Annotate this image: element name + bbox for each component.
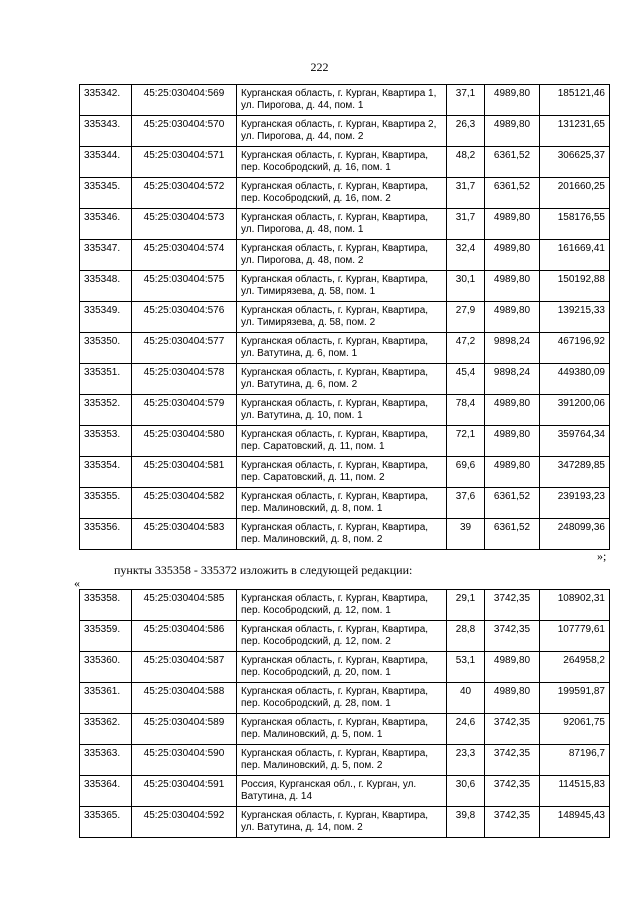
cell-cadastral-number: 45:25:030404:577 [132,333,237,364]
table-row [80,714,610,745]
cell-cadastral-number: 45:25:030404:581 [132,457,237,488]
cell-price-per-unit: 4989,80 [485,457,540,488]
cell-cadastral-value: 185121,46 [540,85,610,116]
cell-cadastral-value: 199591,87 [540,683,610,714]
cell-price-per-unit: 4989,80 [485,683,540,714]
cell-number: 335365. [80,807,132,838]
cell-cadastral-value: 107779,61 [540,621,610,652]
cell-number: 335342. [80,85,132,116]
cell-address: Курганская область, г. Курган, Квартира, пер. Малиновский, д. 5, пом. 2 [237,745,447,776]
cell-area: 37,6 [447,488,485,519]
cell-cadastral-number: 45:25:030404:580 [132,426,237,457]
table-row [80,147,610,178]
cell-area: 39 [447,519,485,550]
cell-cadastral-value: 239193,23 [540,488,610,519]
cell-price-per-unit: 4989,80 [485,652,540,683]
cell-number: 335359. [80,621,132,652]
cell-price-per-unit: 6361,52 [485,519,540,550]
table-row [80,85,610,116]
cell-cadastral-number: 45:25:030404:591 [132,776,237,807]
cell-address: Курганская область, г. Курган, Квартира, пер. Кособродский, д. 16, пом. 2 [237,178,447,209]
cell-area: 29,1 [447,590,485,621]
cell-number: 335360. [80,652,132,683]
cell-address: Курганская область, г. Курган, Квартира, пер. Кособродский, д. 20, пом. 1 [237,652,447,683]
table-row [80,621,610,652]
cell-number: 335358. [80,590,132,621]
cell-address: Курганская область, г. Курган, Квартира, ул. Тимирязева, д. 58, пом. 1 [237,271,447,302]
cell-address: Курганская область, г. Курган, Квартира, пер. Кособродский, д. 12, пом. 2 [237,621,447,652]
cell-cadastral-number: 45:25:030404:585 [132,590,237,621]
table-row [80,488,610,519]
table-row [80,178,610,209]
cell-cadastral-number: 45:25:030404:583 [132,519,237,550]
cell-cadastral-number: 45:25:030404:571 [132,147,237,178]
cell-number: 335361. [80,683,132,714]
cell-price-per-unit: 4989,80 [485,209,540,240]
cell-number: 335351. [80,364,132,395]
cell-cadastral-value: 359764,34 [540,426,610,457]
table-row [80,209,610,240]
table-row [80,807,610,838]
cell-number: 335349. [80,302,132,333]
property-table-1-body [80,85,610,550]
cell-area: 31,7 [447,209,485,240]
cell-cadastral-value: 248099,36 [540,519,610,550]
cell-price-per-unit: 3742,35 [485,621,540,652]
cell-area: 53,1 [447,652,485,683]
table-row [80,683,610,714]
cell-area: 48,2 [447,147,485,178]
cell-cadastral-value: 87196,7 [540,745,610,776]
cell-number: 335343. [80,116,132,147]
table-row [80,426,610,457]
cell-area: 39,8 [447,807,485,838]
cell-area: 72,1 [447,426,485,457]
cell-price-per-unit: 3742,35 [485,745,540,776]
cell-cadastral-value: 449380,09 [540,364,610,395]
cell-address: Курганская область, г. Курган, Квартира, ул. Пирогова, д. 48, пом. 1 [237,209,447,240]
cell-cadastral-number: 45:25:030404:573 [132,209,237,240]
cell-cadastral-value: 161669,41 [540,240,610,271]
cell-price-per-unit: 6361,52 [485,147,540,178]
cell-price-per-unit: 6361,52 [485,488,540,519]
cell-number: 335355. [80,488,132,519]
table-row [80,364,610,395]
cell-cadastral-number: 45:25:030404:590 [132,745,237,776]
cell-number: 335347. [80,240,132,271]
cell-address: Курганская область, г. Курган, Квартира, ул. Пирогова, д. 48, пом. 2 [237,240,447,271]
cell-price-per-unit: 4989,80 [485,116,540,147]
cell-area: 69,6 [447,457,485,488]
cell-cadastral-value: 92061,75 [540,714,610,745]
cell-number: 335348. [80,271,132,302]
cell-address: Курганская область, г. Курган, Квартира, ул. Тимирязева, д. 58, пом. 2 [237,302,447,333]
cell-cadastral-value: 306625,37 [540,147,610,178]
cell-cadastral-value: 139215,33 [540,302,610,333]
cell-area: 30,6 [447,776,485,807]
cell-cadastral-number: 45:25:030404:570 [132,116,237,147]
cell-number: 335345. [80,178,132,209]
cell-area: 47,2 [447,333,485,364]
cell-cadastral-number: 45:25:030404:574 [132,240,237,271]
cell-address: Курганская область, г. Курган, Квартира, пер. Малиновский, д. 8, пом. 2 [237,519,447,550]
cell-address: Курганская область, г. Курган, Квартира, пер. Малиновский, д. 5, пом. 1 [237,714,447,745]
cell-address: Курганская область, г. Курган, Квартира, пер. Саратовский, д. 11, пом. 1 [237,426,447,457]
cell-cadastral-value: 201660,25 [540,178,610,209]
table-row [80,745,610,776]
table-row [80,519,610,550]
table-row [80,776,610,807]
closing-quote: »; [597,549,607,563]
cell-number: 335344. [80,147,132,178]
cell-number: 335354. [80,457,132,488]
table-row [80,457,610,488]
property-table-2-body [80,590,610,838]
cell-cadastral-number: 45:25:030404:579 [132,395,237,426]
cell-cadastral-number: 45:25:030404:588 [132,683,237,714]
cell-area: 26,3 [447,116,485,147]
cell-cadastral-number: 45:25:030404:576 [132,302,237,333]
cell-cadastral-value: 347289,85 [540,457,610,488]
cell-number: 335364. [80,776,132,807]
cell-address: Курганская область, г. Курган, Квартира, пер. Кособродский, д. 12, пом. 1 [237,590,447,621]
cell-area: 45,4 [447,364,485,395]
cell-number: 335353. [80,426,132,457]
cell-area: 32,4 [447,240,485,271]
cell-cadastral-value: 108902,31 [540,590,610,621]
cell-address: Курганская область, г. Курган, Квартира, пер. Кособродский, д. 16, пом. 1 [237,147,447,178]
cell-address: Курганская область, г. Курган, Квартира, ул. Ватутина, д. 6, пом. 2 [237,364,447,395]
cell-cadastral-value: 114515,83 [540,776,610,807]
cell-cadastral-value: 158176,55 [540,209,610,240]
cell-price-per-unit: 3742,35 [485,714,540,745]
table-row [80,240,610,271]
cell-price-per-unit: 4989,80 [485,85,540,116]
property-table-2 [79,589,610,838]
cell-address: Курганская область, г. Курган, Квартира, пер. Кособродский, д. 28, пом. 1 [237,683,447,714]
cell-area: 24,6 [447,714,485,745]
cell-number: 335352. [80,395,132,426]
cell-cadastral-value: 467196,92 [540,333,610,364]
cell-address: Курганская область, г. Курган, Квартира, ул. Ватутина, д. 6, пом. 1 [237,333,447,364]
cell-price-per-unit: 4989,80 [485,271,540,302]
cell-cadastral-number: 45:25:030404:592 [132,807,237,838]
cell-area: 27,9 [447,302,485,333]
cell-cadastral-value: 150192,88 [540,271,610,302]
cell-area: 37,1 [447,85,485,116]
cell-cadastral-number: 45:25:030404:589 [132,714,237,745]
cell-cadastral-number: 45:25:030404:572 [132,178,237,209]
cell-cadastral-number: 45:25:030404:586 [132,621,237,652]
cell-price-per-unit: 4989,80 [485,426,540,457]
table-row [80,116,610,147]
cell-area: 31,7 [447,178,485,209]
page-number: 222 [310,60,329,74]
cell-area: 23,3 [447,745,485,776]
cell-number: 335356. [80,519,132,550]
cell-cadastral-value: 264958,2 [540,652,610,683]
cell-price-per-unit: 9898,24 [485,333,540,364]
cell-price-per-unit: 6361,52 [485,178,540,209]
cell-area: 28,8 [447,621,485,652]
cell-cadastral-value: 148945,43 [540,807,610,838]
amendment-instruction: пункты 335358 - 335372 изложить в следующей редакции: [114,563,413,577]
cell-number: 335362. [80,714,132,745]
cell-address: Курганская область, г. Курган, Квартира 1, ул. Пирогова, д. 44, пом. 1 [237,85,447,116]
table-row [80,652,610,683]
cell-number: 335363. [80,745,132,776]
cell-address: Курганская область, г. Курган, Квартира 2, ул. Пирогова, д. 44, пом. 2 [237,116,447,147]
property-table-1 [79,84,610,550]
cell-address: Курганская область, г. Курган, Квартира, ул. Ватутина, д. 10, пом. 1 [237,395,447,426]
table-row [80,271,610,302]
cell-cadastral-number: 45:25:030404:587 [132,652,237,683]
cell-cadastral-number: 45:25:030404:569 [132,85,237,116]
cell-number: 335346. [80,209,132,240]
table-row [80,333,610,364]
table-row [80,590,610,621]
cell-address: Курганская область, г. Курган, Квартира, пер. Малиновский, д. 8, пом. 1 [237,488,447,519]
opening-quote: « [74,576,80,590]
cell-area: 78,4 [447,395,485,426]
cell-number: 335350. [80,333,132,364]
cell-area: 40 [447,683,485,714]
cell-price-per-unit: 3742,35 [485,590,540,621]
cell-area: 30,1 [447,271,485,302]
cell-address: Курганская область, г. Курган, Квартира, пер. Саратовский, д. 11, пом. 2 [237,457,447,488]
cell-address: Курганская область, г. Курган, Квартира, ул. Ватутина, д. 14, пом. 2 [237,807,447,838]
cell-price-per-unit: 9898,24 [485,364,540,395]
cell-cadastral-number: 45:25:030404:582 [132,488,237,519]
cell-price-per-unit: 3742,35 [485,776,540,807]
cell-cadastral-number: 45:25:030404:575 [132,271,237,302]
table-row [80,395,610,426]
cell-price-per-unit: 4989,80 [485,395,540,426]
cell-cadastral-value: 131231,65 [540,116,610,147]
cell-cadastral-number: 45:25:030404:578 [132,364,237,395]
cell-price-per-unit: 4989,80 [485,240,540,271]
table-row [80,302,610,333]
cell-cadastral-value: 391200,06 [540,395,610,426]
cell-price-per-unit: 4989,80 [485,302,540,333]
cell-price-per-unit: 3742,35 [485,807,540,838]
cell-address: Россия, Курганская обл., г. Курган, ул. Ватутина, д. 14 [237,776,447,807]
